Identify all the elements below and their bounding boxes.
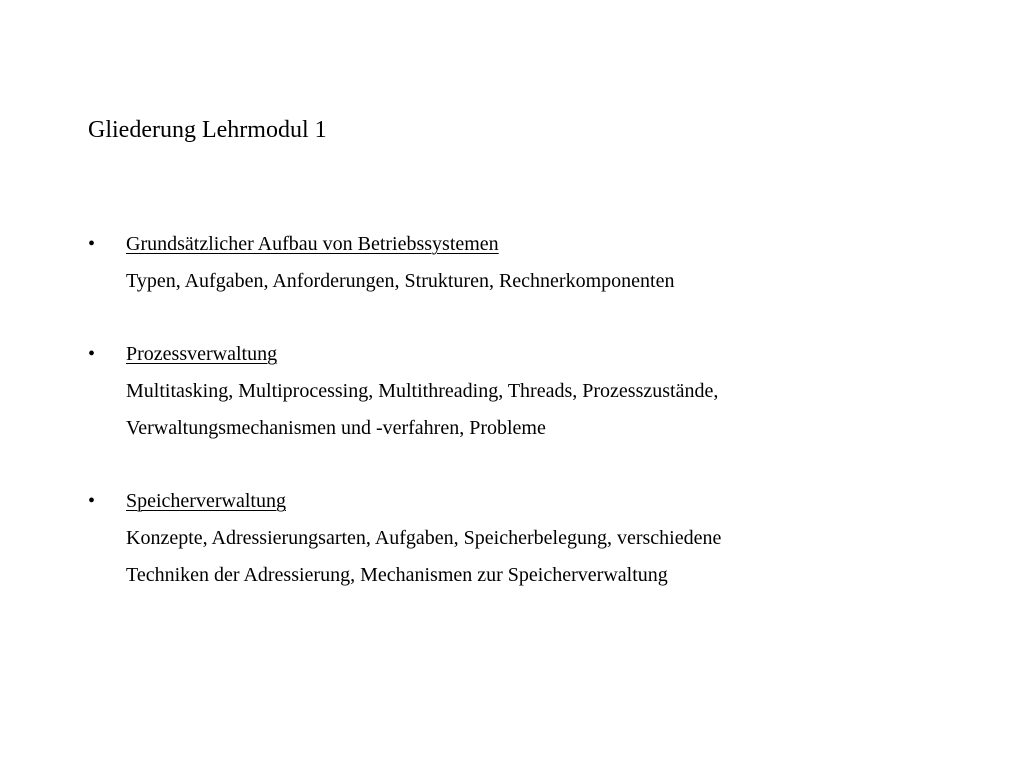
bullet-dot-icon: • [88, 490, 96, 512]
bullet-dot-icon: • [88, 343, 96, 365]
bullet-heading: Grundsätzlicher Aufbau von Betriebssystemen [126, 233, 499, 255]
bullet-item-speicherverwaltung [88, 483, 988, 594]
bullet-description-line: Typen, Aufgaben, Anforderungen, Strukturen, Rechnerkomponenten [126, 270, 675, 292]
bullet-heading: Prozessverwaltung [126, 343, 278, 365]
bullet-dot-icon: • [88, 233, 96, 255]
bullet-heading: Speicherverwaltung [126, 490, 286, 512]
bullet-description-line: Techniken der Adressierung, Mechanismen zur Speicherverwaltung [126, 564, 668, 586]
slide-title: Gliederung Lehrmodul 1 [88, 117, 327, 143]
bullet-item-prozessverwaltung [88, 336, 988, 447]
bullet-item-betriebssysteme [88, 226, 988, 300]
bullet-description-line: Konzepte, Adressierungsarten, Aufgaben, Speicherbelegung, verschiedene [126, 527, 722, 549]
bullet-description-line: Multitasking, Multiprocessing, Multithreading, Threads, Prozesszustände, [126, 380, 719, 402]
bullet-body [126, 483, 988, 594]
bullet-body [126, 226, 988, 300]
bullet-body [126, 336, 988, 447]
bullet-description-line: Verwaltungsmechanismen und -verfahren, Probleme [126, 417, 546, 439]
